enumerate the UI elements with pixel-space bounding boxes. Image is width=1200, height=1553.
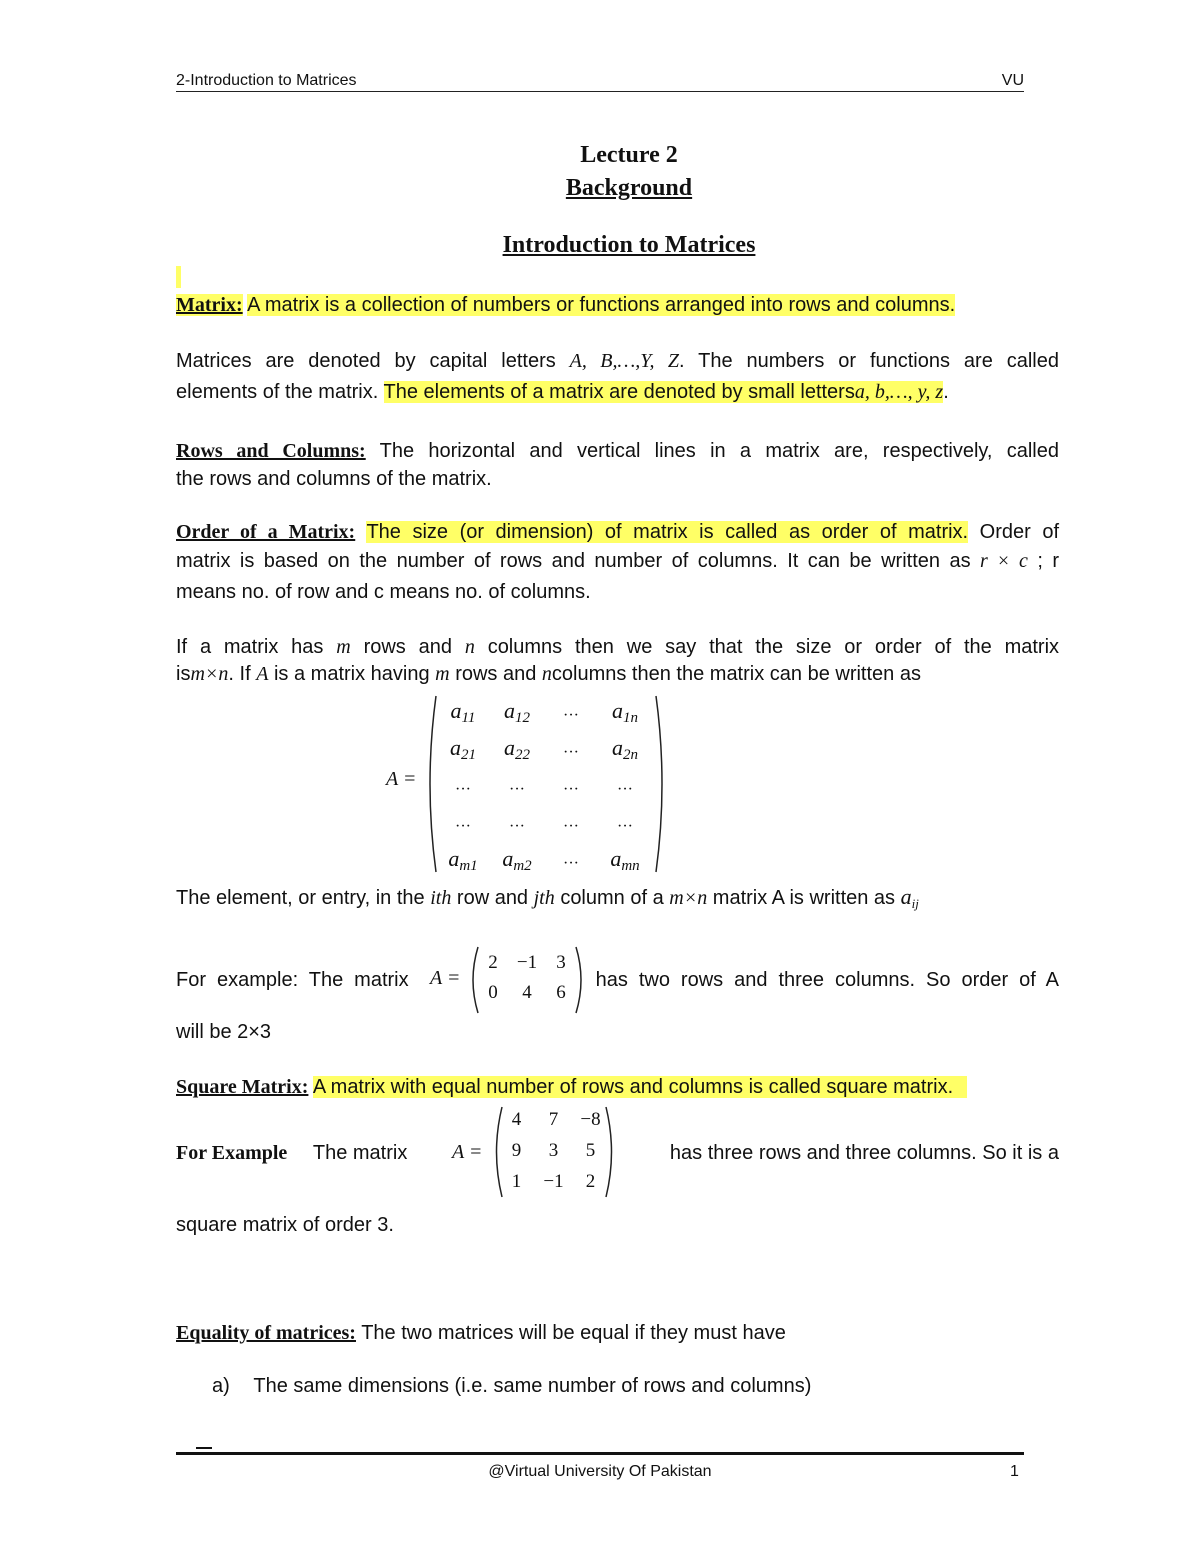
matrix-cell: ··· bbox=[509, 817, 525, 835]
mxn-math: m×n bbox=[669, 887, 708, 909]
example1-matrix bbox=[476, 948, 578, 1008]
rows-columns-line-1 bbox=[176, 436, 1059, 466]
matrix-row bbox=[498, 1135, 609, 1166]
A-var: A bbox=[256, 663, 269, 685]
matrix-cell: ··· bbox=[509, 780, 525, 798]
general-matrix-lhs: A = bbox=[386, 768, 417, 790]
mxn-text: is bbox=[176, 663, 191, 685]
equality-text: The two matrices will be equal if they must have bbox=[361, 1322, 786, 1344]
matrix-definition bbox=[176, 290, 955, 320]
square-ex-post: has three rows and three columns. So it is a bbox=[669, 1142, 1059, 1164]
n-var: n bbox=[464, 636, 475, 658]
matrix-cell: 0 bbox=[488, 982, 498, 1003]
matrix-cell: $a_{mn}$ bbox=[610, 846, 640, 874]
ith-var: ith bbox=[430, 887, 452, 909]
order-post: Order of bbox=[979, 521, 1060, 543]
order-label: Order of a Matrix: bbox=[176, 521, 356, 543]
matrix-cell: $a_{m2}$ bbox=[502, 846, 532, 874]
denoted-line-1 bbox=[176, 346, 1059, 376]
matrix-cell: $a_{21}$ bbox=[450, 735, 476, 763]
matrix-row bbox=[436, 768, 652, 805]
matrix-cell: −8 bbox=[580, 1108, 601, 1130]
footer-stub bbox=[196, 1447, 212, 1449]
square-matrix bbox=[498, 1104, 609, 1197]
order-text: matrix is based on the number of rows and number of columns. It can be written as bbox=[176, 550, 971, 572]
aij-math bbox=[901, 884, 919, 909]
square-lhs: A = bbox=[452, 1141, 483, 1163]
square-line-2: square matrix of order 3. bbox=[176, 1214, 394, 1236]
text-cursor bbox=[176, 266, 181, 288]
matrix-cell: ··· bbox=[617, 780, 633, 798]
equality-label: Equality of matrices: bbox=[176, 1322, 356, 1344]
matrix-cell: ··· bbox=[617, 817, 633, 835]
header-title: 2-Introduction to Matrices bbox=[176, 72, 357, 89]
background-title: Background bbox=[565, 175, 693, 201]
header-rule bbox=[176, 91, 1024, 92]
mxn-math: m×n bbox=[190, 663, 229, 685]
page-number: 1 bbox=[1010, 1463, 1019, 1480]
square-line-1 bbox=[176, 1072, 967, 1102]
example1-post: has two rows and three columns. So order of A bbox=[595, 969, 1059, 991]
mxn-text: is a matrix having bbox=[273, 663, 430, 685]
page-header bbox=[176, 72, 1024, 90]
matrix-cell: ··· bbox=[563, 743, 579, 761]
example1-line bbox=[176, 965, 1059, 995]
square-label: Square Matrix: bbox=[176, 1076, 309, 1098]
example1-lhs: A = bbox=[430, 967, 461, 989]
denoted-text-post: . The numbers or functions are called bbox=[679, 350, 1059, 372]
matrix-cell: 4 bbox=[522, 982, 532, 1003]
for-example-label: For Example bbox=[176, 1142, 288, 1164]
denoted-text: Matrices are denoted by capital letters bbox=[176, 350, 556, 372]
matrix-label: Matrix: bbox=[176, 294, 243, 316]
mxn-line-2 bbox=[176, 659, 921, 689]
mxn-text: columns then we say that the size or order of the matrix bbox=[487, 636, 1060, 658]
capital-letters-math: A, B,…,Y, Z bbox=[569, 350, 680, 372]
matrix-cell: 6 bbox=[556, 982, 566, 1003]
matrix-row bbox=[498, 1166, 609, 1197]
item-a-marker: a) bbox=[212, 1375, 230, 1397]
rxc-math: r × c bbox=[980, 550, 1028, 572]
matrix-cell: $a_{1n}$ bbox=[612, 698, 638, 726]
mxn-text: rows and bbox=[455, 663, 537, 685]
order-line-3: means no. of row and c means no. of columns. bbox=[176, 581, 591, 603]
footer-center: @Virtual University Of Pakistan bbox=[488, 1463, 712, 1480]
matrix-cell: 3 bbox=[548, 1139, 559, 1161]
matrix-cell: 4 bbox=[511, 1108, 522, 1130]
item-a-text: The same dimensions (i.e. same number of rows and columns) bbox=[253, 1375, 812, 1397]
entry-line bbox=[176, 882, 919, 919]
lecture-title: Lecture 2 bbox=[580, 142, 678, 168]
entry-text: row and bbox=[456, 887, 529, 909]
jth-var: jth bbox=[533, 887, 555, 909]
mxn-text: columns then the matrix can be written as bbox=[551, 663, 921, 685]
header-right: VU bbox=[1001, 72, 1024, 89]
period: . bbox=[943, 381, 949, 403]
matrix-cell: 5 bbox=[585, 1139, 596, 1161]
matrix-row bbox=[436, 805, 652, 842]
example1-pre: For example: The matrix bbox=[176, 969, 409, 991]
entry-text: The element, or entry, in the bbox=[176, 887, 425, 909]
matrix-cell: 2 bbox=[585, 1170, 596, 1192]
mxn-line-1 bbox=[176, 632, 1059, 662]
entry-text: matrix A is written as bbox=[712, 887, 896, 909]
elements-text: elements of the matrix. bbox=[176, 381, 379, 403]
aij-sub: ij bbox=[911, 896, 919, 911]
general-matrix bbox=[436, 694, 652, 879]
matrix-row bbox=[498, 1104, 609, 1135]
matrix-cell: ··· bbox=[563, 780, 579, 798]
square-ex-pre: The matrix bbox=[312, 1142, 408, 1164]
mxn-text: If a matrix has bbox=[176, 636, 324, 658]
matrix-cell: −1 bbox=[543, 1170, 564, 1192]
matrix-cell: $a_{22}$ bbox=[504, 735, 530, 763]
example1-line-2: will be 2×3 bbox=[176, 1021, 272, 1043]
order-highlight: The size (or dimension) of matrix is called as order of matrix. bbox=[366, 521, 969, 543]
m-var: m bbox=[435, 663, 450, 685]
small-letters-text: The elements of a matrix are denoted by small letters bbox=[383, 381, 855, 403]
matrix-cell: 9 bbox=[511, 1139, 522, 1161]
matrix-cell: 2 bbox=[488, 952, 498, 973]
n-var: n bbox=[541, 663, 552, 685]
rows-columns-label: Rows and Columns: bbox=[176, 440, 366, 462]
matrix-row bbox=[436, 842, 652, 879]
order-line-1 bbox=[176, 517, 1059, 547]
matrix-cell: 3 bbox=[556, 952, 566, 973]
matrix-definition-text: A matrix is a collection of numbers or functions arranged into rows and columns. bbox=[247, 294, 956, 316]
mxn-text: rows and bbox=[363, 636, 452, 658]
aij-base: a bbox=[900, 884, 912, 909]
matrix-cell: $a_{12}$ bbox=[504, 698, 530, 726]
entry-text: column of a bbox=[560, 887, 664, 909]
matrix-row bbox=[476, 948, 578, 978]
matrix-row bbox=[436, 694, 652, 731]
denoted-line-2 bbox=[176, 377, 949, 407]
matrix-row bbox=[476, 978, 578, 1008]
order-line-2 bbox=[176, 546, 1059, 576]
mxn-text: . If bbox=[228, 663, 251, 685]
matrix-cell: 1 bbox=[511, 1170, 522, 1192]
equality-item-a bbox=[212, 1371, 811, 1401]
rows-columns-line-2: the rows and columns of the matrix. bbox=[176, 468, 492, 490]
matrix-cell: $a_{2n}$ bbox=[612, 735, 638, 763]
small-letters-math: a, b,…, y, z bbox=[854, 381, 944, 403]
matrix-cell: −1 bbox=[516, 952, 538, 973]
matrix-cell: ··· bbox=[563, 854, 579, 872]
rows-columns-text: The horizontal and vertical lines in a matrix are, respectively, called bbox=[379, 440, 1059, 462]
matrix-cell: 7 bbox=[548, 1108, 559, 1130]
matrix-cell: ··· bbox=[563, 817, 579, 835]
matrix-cell: $a_{11}$ bbox=[450, 698, 476, 726]
topic-title: Introduction to Matrices bbox=[502, 232, 756, 258]
m-var: m bbox=[336, 636, 351, 658]
matrix-cell: ··· bbox=[455, 780, 471, 798]
equality-line bbox=[176, 1318, 786, 1348]
matrix-cell: $a_{m1}$ bbox=[448, 846, 478, 874]
matrix-cell: ··· bbox=[455, 817, 471, 835]
footer-rule bbox=[176, 1452, 1024, 1455]
order-r: ; r bbox=[1037, 550, 1060, 572]
square-highlight: A matrix with equal number of rows and columns is called square matrix. bbox=[313, 1076, 967, 1098]
matrix-row bbox=[436, 731, 652, 768]
matrix-cell: ··· bbox=[563, 706, 579, 724]
